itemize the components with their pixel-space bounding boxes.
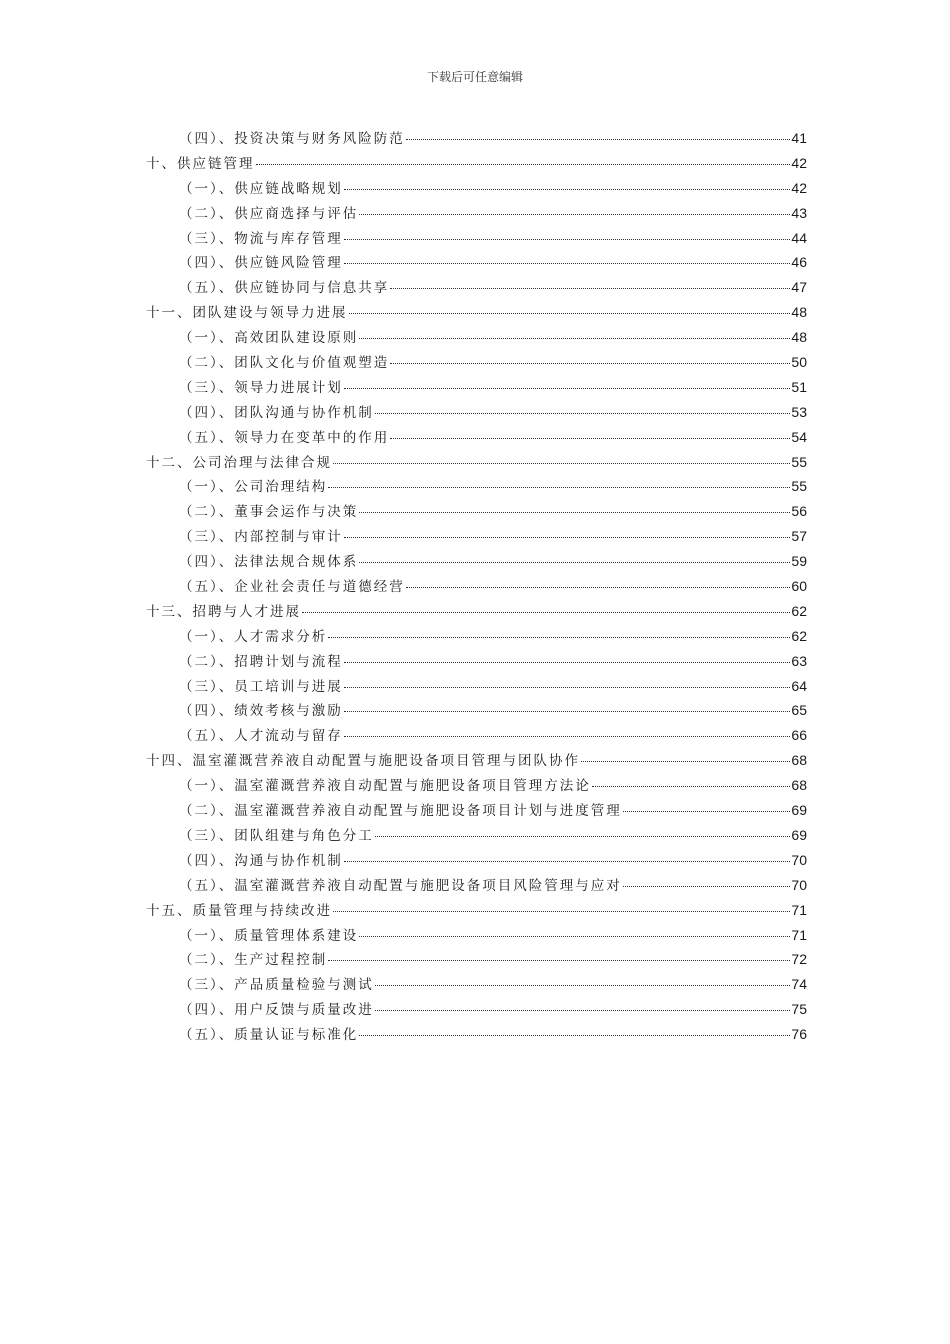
- toc-section-entry[interactable]: [146, 524, 807, 549]
- toc-entry-title: （五）、质量认证与标准化: [179, 1027, 359, 1044]
- toc-section-entry[interactable]: [146, 947, 807, 972]
- toc-dot-leader: [344, 189, 791, 190]
- toc-entry-title: （五）、人才流动与留存: [179, 728, 343, 745]
- toc-section-entry[interactable]: [146, 574, 807, 599]
- toc-entry-title: （四）、绩效考核与激励: [179, 703, 343, 720]
- toc-dot-leader: [344, 263, 791, 264]
- toc-page-number: 48: [791, 304, 807, 321]
- toc-section-entry[interactable]: [146, 226, 807, 251]
- toc-page-number: 69: [791, 826, 807, 843]
- toc-entry-title: （三）、领导力进展计划: [179, 379, 343, 396]
- toc-page-number: 68: [791, 777, 807, 794]
- toc-entry-title: 十一、团队建设与领导力进展: [146, 305, 348, 322]
- toc-section-entry[interactable]: [146, 250, 807, 275]
- toc-section-entry[interactable]: [146, 474, 807, 499]
- toc-page-number: 75: [791, 1001, 807, 1018]
- toc-dot-leader: [333, 463, 790, 464]
- toc-page-number: 65: [791, 702, 807, 719]
- toc-dot-leader: [333, 911, 790, 912]
- toc-entry-title: （三）、员工培训与进展: [179, 678, 343, 695]
- toc-dot-leader: [349, 313, 791, 314]
- toc-dot-leader: [344, 687, 791, 688]
- toc-chapter-entry[interactable]: [146, 450, 807, 475]
- toc-section-entry[interactable]: [146, 275, 807, 300]
- toc-section-entry[interactable]: [146, 773, 807, 798]
- toc-dot-leader: [406, 587, 791, 588]
- toc-dot-leader: [623, 886, 791, 887]
- toc-section-entry[interactable]: [146, 375, 807, 400]
- toc-chapter-entry[interactable]: [146, 599, 807, 624]
- toc-section-entry[interactable]: [146, 997, 807, 1022]
- toc-dot-leader: [344, 711, 791, 712]
- toc-entry-title: 十四、温室灌溉营养液自动配置与施肥设备项目管理与团队协作: [146, 753, 580, 770]
- toc-entry-title: （一）、温室灌溉营养液自动配置与施肥设备项目管理方法论: [179, 778, 591, 795]
- toc-dot-leader: [344, 662, 791, 663]
- toc-page-number: 50: [791, 354, 807, 371]
- toc-dot-leader: [344, 388, 791, 389]
- toc-entry-title: （四）、法律法规合规体系: [179, 554, 359, 571]
- toc-entry-title: （二）、供应商选择与评估: [179, 205, 359, 222]
- toc-entry-title: 十三、招聘与人才进展: [146, 603, 301, 620]
- toc-entry-title: 十、供应链管理: [146, 155, 255, 172]
- page-header: 下载后可任意编辑: [426, 70, 523, 84]
- toc-entry-title: （二）、招聘计划与流程: [179, 653, 343, 670]
- toc-section-entry[interactable]: [146, 798, 807, 823]
- toc-page-number: 76: [791, 1026, 807, 1043]
- toc-entry-title: （二）、团队文化与价值观塑造: [179, 355, 390, 372]
- toc-dot-leader: [302, 612, 790, 613]
- toc-entry-title: （五）、领导力在变革中的作用: [179, 429, 390, 446]
- toc-page-number: 48: [791, 329, 807, 346]
- toc-dot-leader: [375, 985, 791, 986]
- toc-entry-title: （三）、团队组建与角色分工: [179, 827, 374, 844]
- toc-dot-leader: [359, 338, 790, 339]
- toc-section-entry[interactable]: [146, 649, 807, 674]
- toc-section-entry[interactable]: [146, 1022, 807, 1047]
- toc-dot-leader: [328, 487, 790, 488]
- toc-page-number: 43: [791, 204, 807, 221]
- toc-page-number: 71: [791, 901, 807, 918]
- toc-dot-leader: [344, 861, 791, 862]
- toc-entry-title: （一）、人才需求分析: [179, 628, 328, 645]
- toc-entry-title: （四）、用户反馈与质量改进: [179, 1002, 374, 1019]
- toc-page-number: 69: [791, 802, 807, 819]
- toc-dot-leader: [359, 562, 790, 563]
- toc-page-number: 59: [791, 553, 807, 570]
- toc-dot-leader: [592, 786, 791, 787]
- toc-page-number: 47: [791, 279, 807, 296]
- toc-page-number: 68: [791, 752, 807, 769]
- toc-entry-title: （二）、董事会运作与决策: [179, 504, 359, 521]
- toc-section-entry[interactable]: [146, 549, 807, 574]
- toc-entry-title: （一）、供应链战略规划: [179, 180, 343, 197]
- toc-page-number: 71: [791, 926, 807, 943]
- toc-page-number: 54: [791, 428, 807, 445]
- toc-section-entry[interactable]: [146, 624, 807, 649]
- toc-dot-leader: [375, 1010, 791, 1011]
- toc-entry-title: （四）、投资决策与财务风险防范: [179, 131, 405, 147]
- toc-page-number: 55: [791, 453, 807, 470]
- toc-dot-leader: [359, 214, 790, 215]
- toc-section-entry[interactable]: [146, 723, 807, 748]
- toc-section-entry[interactable]: [146, 201, 807, 226]
- toc-entry-title: 十五、质量管理与持续改进: [146, 902, 332, 919]
- toc-chapter-entry[interactable]: [146, 151, 807, 176]
- toc-page-number: 66: [791, 727, 807, 744]
- toc-page-number: 60: [791, 578, 807, 595]
- toc-page-number: 56: [791, 503, 807, 520]
- toc-dot-leader: [344, 736, 791, 737]
- toc-chapter-entry[interactable]: [146, 300, 807, 325]
- toc-section-entry[interactable]: [146, 972, 807, 997]
- toc-chapter-entry[interactable]: [146, 748, 807, 773]
- toc-dot-leader: [359, 512, 790, 513]
- toc-entry-title: （三）、内部控制与审计: [179, 529, 343, 546]
- toc-dot-leader: [623, 811, 791, 812]
- toc-page-number: 70: [791, 851, 807, 868]
- toc-entry-title: 十二、公司治理与法律合规: [146, 454, 332, 471]
- toc-dot-leader: [390, 363, 790, 364]
- toc-page-number: 62: [791, 602, 807, 619]
- toc-page-number: 57: [791, 528, 807, 545]
- toc-dot-leader: [359, 936, 790, 937]
- toc-dot-leader: [375, 836, 791, 837]
- toc-dot-leader: [344, 537, 791, 538]
- toc-entry-title: （四）、团队沟通与协作机制: [179, 404, 374, 421]
- toc-section-entry[interactable]: [146, 350, 807, 375]
- toc-entry-title: （三）、物流与库存管理: [179, 230, 343, 247]
- toc-page-number: 42: [791, 179, 807, 196]
- toc-page-number: 74: [791, 976, 807, 993]
- toc-entry-title: （二）、生产过程控制: [179, 952, 328, 969]
- toc-dot-leader: [256, 164, 791, 165]
- toc-dot-leader: [328, 960, 790, 961]
- toc-section-entry[interactable]: [146, 126, 807, 151]
- toc-entry-title: （四）、沟通与协作机制: [179, 852, 343, 869]
- toc-section-entry[interactable]: [146, 325, 807, 350]
- toc-entry-title: （一）、公司治理结构: [179, 479, 328, 496]
- toc-page-number: 72: [791, 951, 807, 968]
- toc-dot-leader: [359, 1035, 790, 1036]
- toc-entry-title: （五）、供应链协同与信息共享: [179, 280, 390, 297]
- toc-entry-title: （二）、温室灌溉营养液自动配置与施肥设备项目计划与进度管理: [179, 803, 622, 820]
- toc-section-entry[interactable]: [146, 698, 807, 723]
- toc-section-entry[interactable]: [146, 923, 807, 948]
- toc-dot-leader: [328, 637, 790, 638]
- toc-page-number: 41: [791, 130, 807, 146]
- toc-entry-title: （三）、产品质量检验与测试: [179, 977, 374, 994]
- toc-section-entry[interactable]: [146, 400, 807, 425]
- toc-page-number: 64: [791, 677, 807, 694]
- toc-section-entry[interactable]: [146, 425, 807, 450]
- toc-page-number: 55: [791, 478, 807, 495]
- toc-dot-leader: [390, 288, 790, 289]
- toc-entry-title: （一）、质量管理体系建设: [179, 927, 359, 944]
- toc-entry-title: （一）、高效团队建设原则: [179, 330, 359, 347]
- toc-dot-leader: [390, 438, 790, 439]
- toc-dot-leader: [406, 139, 791, 140]
- toc-page-number: 44: [791, 229, 807, 246]
- toc-section-entry[interactable]: [146, 176, 807, 201]
- toc-section-entry[interactable]: [146, 873, 807, 898]
- table-of-contents: [146, 126, 807, 1047]
- toc-section-entry[interactable]: [146, 848, 807, 873]
- toc-page-number: 62: [791, 627, 807, 644]
- toc-page-number: 42: [791, 154, 807, 171]
- toc-page-number: 53: [791, 403, 807, 420]
- toc-dot-leader: [344, 239, 791, 240]
- toc-page-number: 70: [791, 876, 807, 893]
- toc-entry-title: （四）、供应链风险管理: [179, 255, 343, 272]
- toc-section-entry[interactable]: [146, 823, 807, 848]
- toc-page-number: 46: [791, 254, 807, 271]
- toc-section-entry[interactable]: [146, 674, 807, 699]
- toc-dot-leader: [375, 413, 791, 414]
- toc-dot-leader: [581, 761, 790, 762]
- toc-section-entry[interactable]: [146, 499, 807, 524]
- toc-entry-title: （五）、温室灌溉营养液自动配置与施肥设备项目风险管理与应对: [179, 877, 622, 894]
- toc-entry-title: （五）、企业社会责任与道德经营: [179, 579, 405, 596]
- toc-page-number: 51: [791, 378, 807, 395]
- toc-chapter-entry[interactable]: [146, 898, 807, 923]
- toc-page-number: 63: [791, 652, 807, 669]
